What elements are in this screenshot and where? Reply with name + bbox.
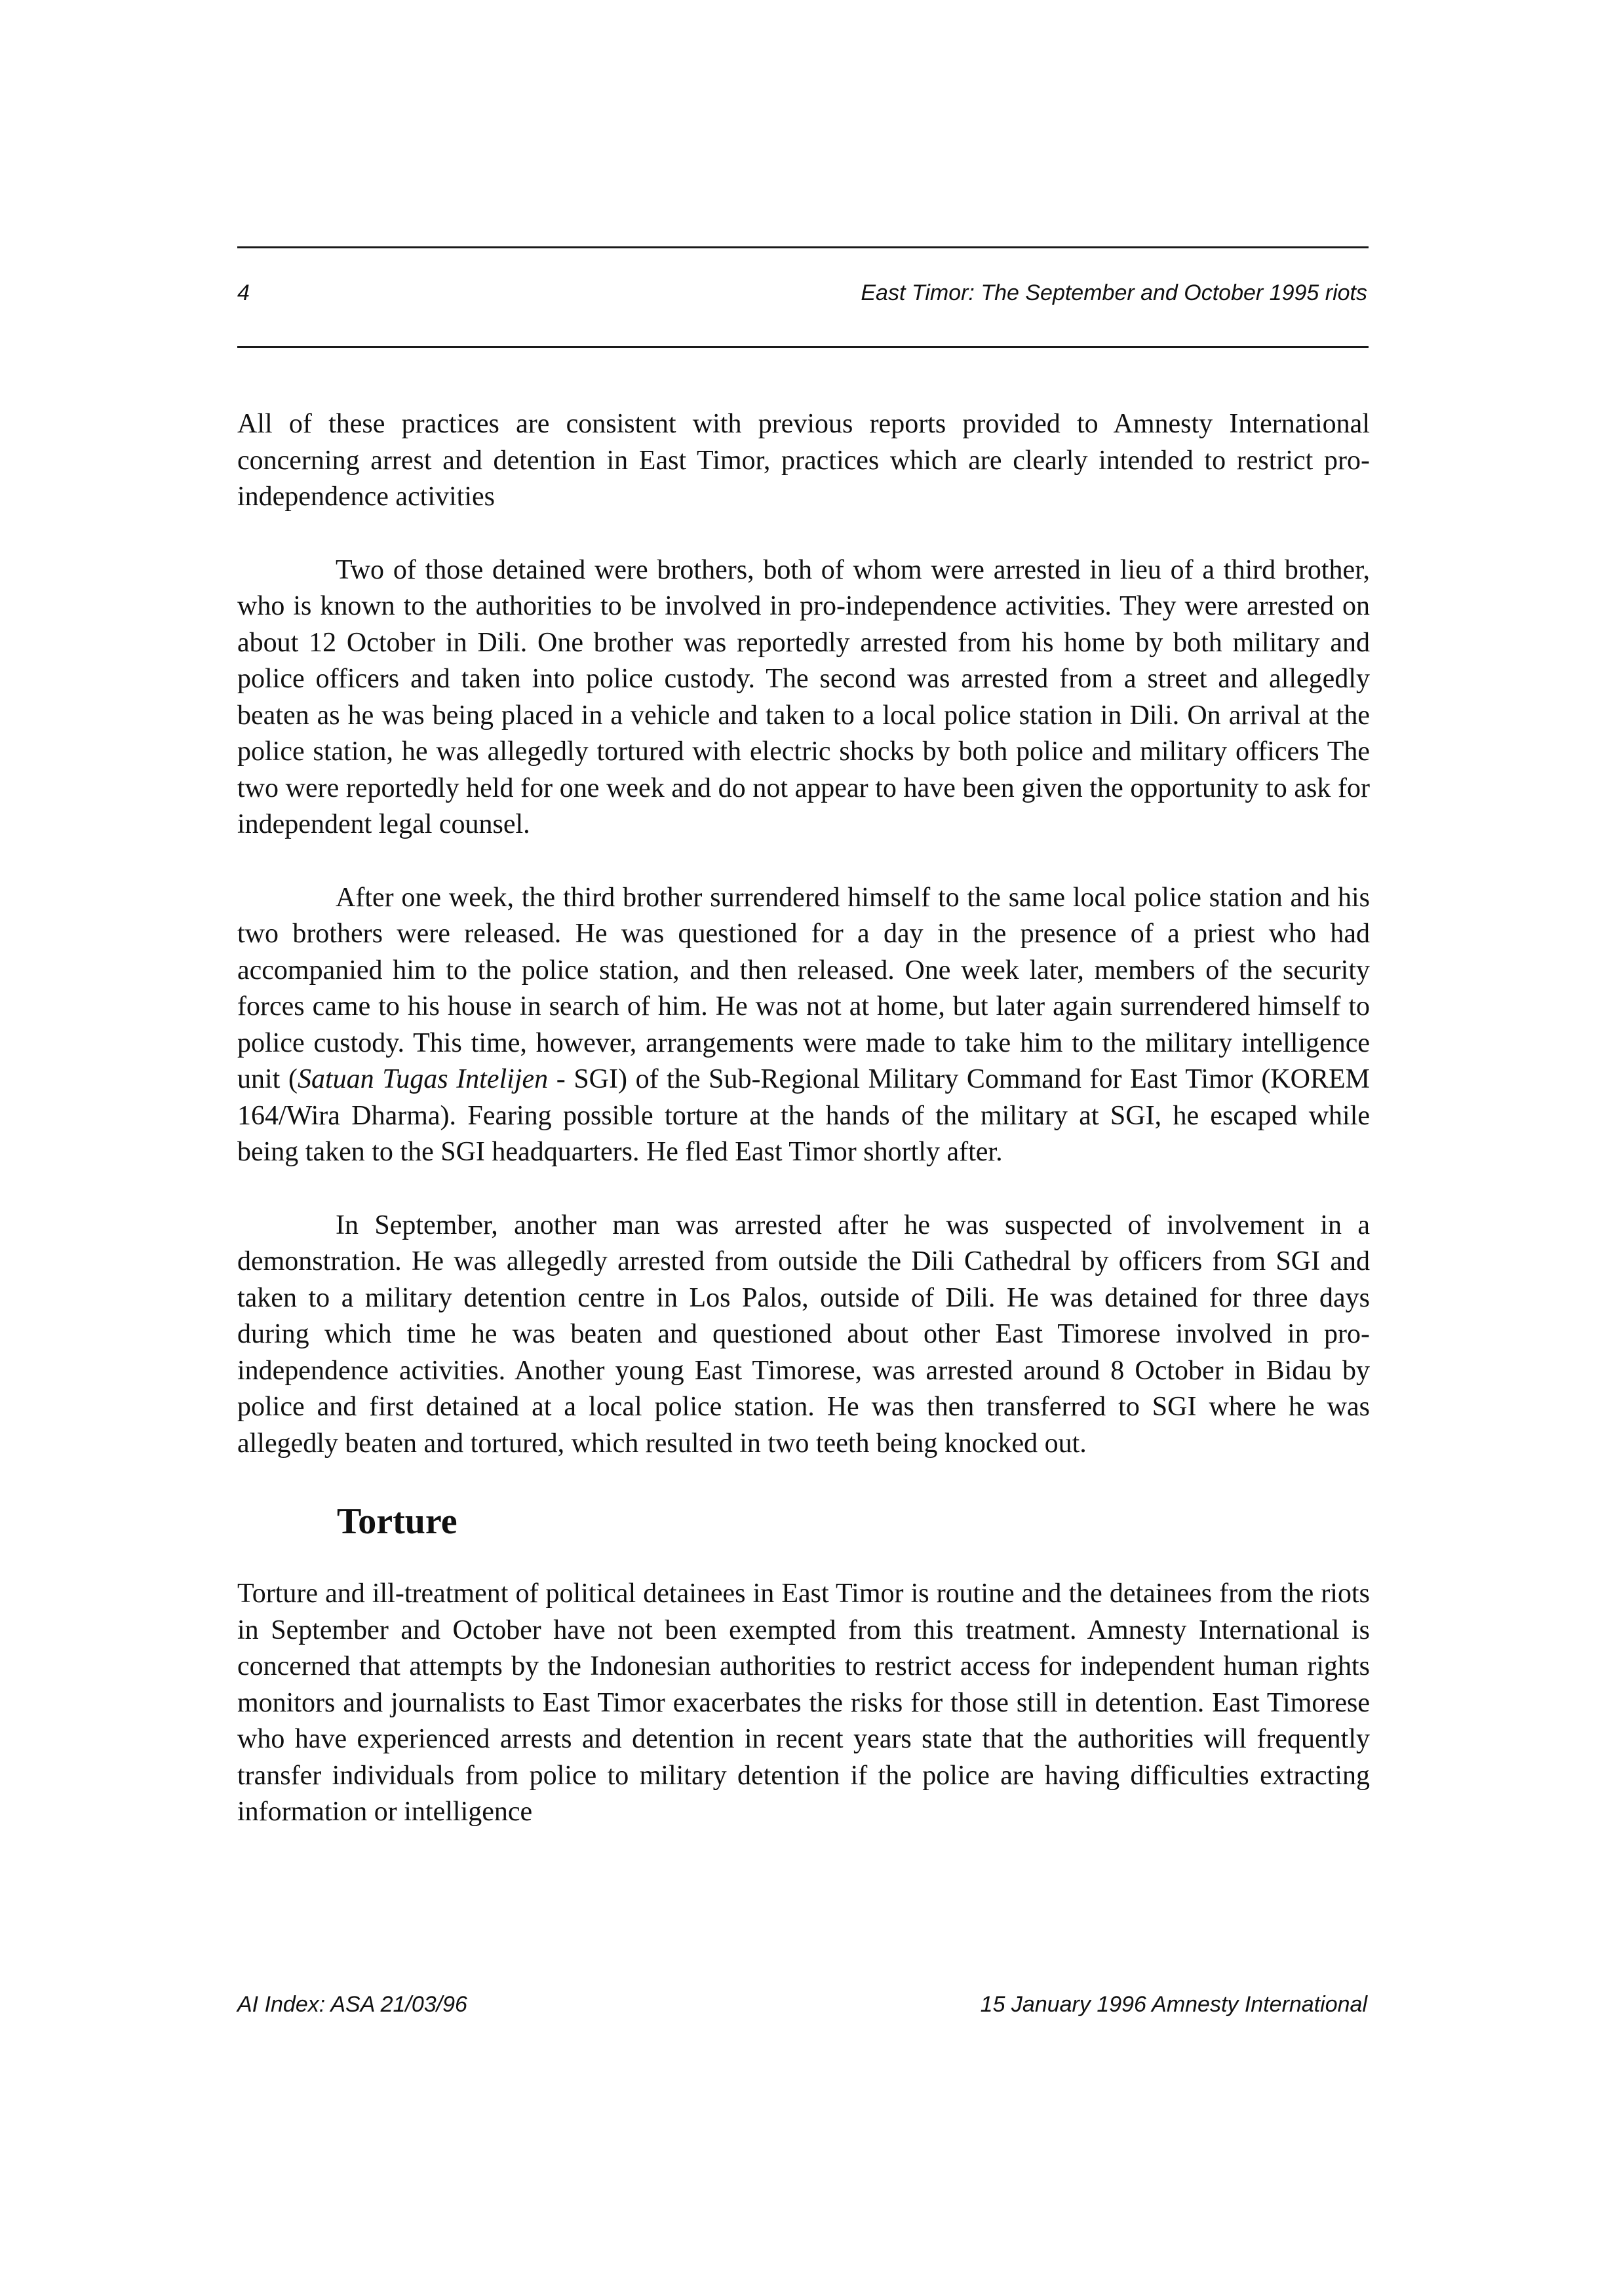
- sgi-unit-name: Satuan Tugas Intelijen: [297, 1064, 549, 1094]
- paragraph-third-brother-end: - SGI) of the Sub-Regional Military Command for East Timor (KOREM 164/Wira Dharma). Fearing possible torture at the hands of the military at SGI, he escaped while being taken to the SGI headquarters. He fled East Timor shortly after.: [237, 1064, 1371, 1167]
- header-top-rule: [237, 246, 1369, 248]
- paragraph-brothers: Two of those detained were brothers, both of whom were arrested in lieu of a third brother, who is known to the authorities to be involved in pro-independence activities. They were arrested on about 12 October in Dili. One brother was reportedly arrested from his home by both military and police officers and taken into police custody. The second was arrested from a street and allegedly beaten as he was being placed in a vehicle and taken to a local police station in Dili. On arrival at the police station, he was allegedly tortured with electric shocks by both police and military officers The two were reportedly held for one week and do not appear to have been given the opportunity to ask for independent legal counsel.: [237, 554, 1370, 839]
- header-bottom-rule: [237, 346, 1369, 348]
- paragraph-torture: Torture and ill-treatment of political detainees in East Timor is routine and the detainees from the riots in September and October have not been exempted from this treatment. Amnesty International is concerned that attempts by the Indonesian authorities to restrict access for independent human rights monitors and journalists to East Timor exacerbates the risks for those still in detention. East Timorese who have experienced arrests and detention in recent years state that the authorities will frequently transfer individuals from police to military detention if the police are having difficulties extracting information or intelligence: [237, 1578, 1370, 1827]
- paragraph-third-brother-start: After one week, the third brother surrendered himself to the same local police station and his two brothers were released. He was questioned for a day in the presence of a priest who had accompanied him to the police station, and then released. One week later, members of the security forces came to his house in search of him. He was not at home, but later again surrendered himself to police custody. This time, however, arrangements were made to take him to the military intelligence unit (: [237, 882, 1370, 1094]
- date-organization: 15 January 1996 Amnesty International: [980, 1992, 1367, 2017]
- paragraph-third-brother: [237, 880, 1370, 1171]
- paragraph-practices: All of these practices are consistent with previous reports provided to Amnesty International concerning arrest and detention in East Timor, practices which are clearly intended to restrict pro-independence activities: [237, 409, 1370, 512]
- running-footer: [237, 1992, 1369, 2025]
- running-title: East Timor: The September and October 1995 riots: [861, 280, 1367, 305]
- ai-index: AI Index: ASA 21/03/96: [237, 1992, 467, 2017]
- section-heading-torture: Torture: [337, 1501, 457, 1542]
- page-number: 4: [237, 280, 250, 305]
- running-header: [237, 280, 1369, 313]
- body-text: [237, 406, 1370, 1867]
- paragraph-september-arrest: In September, another man was arrested after he was suspected of involvement in a demonstration. He was allegedly arrested from outside the Dili Cathedral by officers from SGI and taken to a military detention centre in Los Palos, outside of Dili. He was detained for three days during which time he was beaten and questioned about other East Timorese involved in pro-independence activities. Another young East Timorese, was arrested around 8 October in Bidau by police and first detained at a local police station. He was then transferred to SGI where he was allegedly beaten and tortured, which resulted in two teeth being knocked out.: [237, 1210, 1370, 1459]
